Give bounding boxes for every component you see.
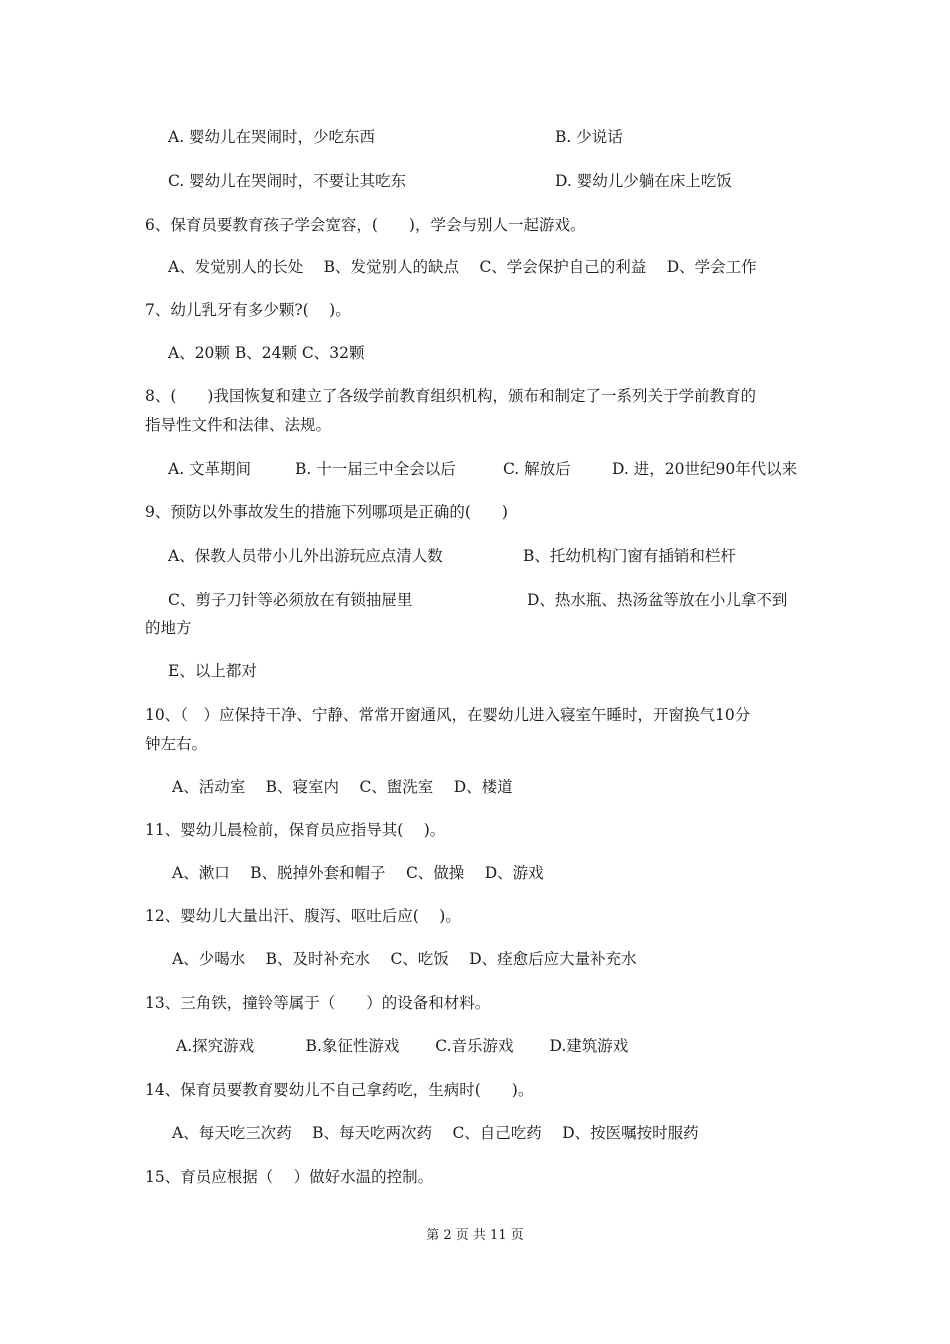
page-number-footer: 第 2 页 共 11 页 [426, 1228, 524, 1243]
q10-options: A、活动室 B、寝室内 C、盥洗室 D、楼道 [172, 778, 513, 796]
q9-option-a: A、保教人员带小儿外出游玩应点清人数 [168, 547, 443, 565]
q13-options: A.探究游戏 B.象征性游戏 C.音乐游戏 D.建筑游戏 [176, 1037, 629, 1055]
q11-stem: 11、婴幼儿晨检前，保育员应指导其( )。 [145, 821, 446, 839]
q5-option-a: A. 婴幼儿在哭闹时，少吃东西 [168, 128, 376, 146]
q5-option-b: B. 少说话 [555, 128, 623, 146]
q12-options: A、少喝水 B、及时补充水 C、吃饭 D、痊愈后应大量补充水 [172, 950, 637, 968]
q12-stem: 12、婴幼儿大量出汗、腹泻、呕吐后应( )。 [145, 907, 461, 925]
q8-stem-line-1: 8、( )我国恢复和建立了各级学前教育组织机构，颁布和制定了一系列关于学前教育的 [145, 387, 756, 405]
q13-stem: 13、三角铁，撞铃等属于（ ）的设备和材料。 [145, 994, 491, 1012]
q15-stem: 15、育员应根据（ ）做好水温的控制。 [145, 1168, 434, 1186]
q8-option-d: D. 进，20世纪90年代以来 [612, 460, 798, 478]
q6-options: A、发觉别人的长处 B、发觉别人的缺点 C、学会保护自己的利益 D、学会工作 [168, 258, 757, 276]
q9-option-e: E、以上都对 [168, 662, 257, 680]
q14-options: A、每天吃三次药 B、每天吃两次药 C、自己吃药 D、按医嘱按时服药 [172, 1124, 699, 1142]
q9-option-d: D、热水瓶、热汤盆等放在小儿拿不到 [527, 591, 788, 609]
q8-option-b: B. 十一届三中全会以后 [295, 460, 456, 478]
q11-options: A、漱口 B、脱掉外套和帽子 C、做操 D、游戏 [172, 864, 544, 882]
q10-stem-line-2: 钟左右。 [145, 735, 208, 753]
q9-stem: 9、预防以外事故发生的措施下列哪项是正确的( ) [145, 503, 508, 521]
q7-stem: 7、幼儿乳牙有多少颗?( )。 [145, 301, 351, 319]
q14-stem: 14、保育员要教育婴幼儿不自己拿药吃，生病时( )。 [145, 1081, 534, 1099]
q5-option-c: C. 婴幼儿在哭闹时，不要让其吃东 [168, 172, 407, 190]
q5-option-d: D. 婴幼儿少躺在床上吃饭 [555, 172, 732, 190]
q9-option-c: C、剪子刀针等必须放在有锁抽屉里 [168, 591, 413, 609]
q8-stem-line-2: 指导性文件和法律、法规。 [145, 416, 332, 434]
q9-option-b: B、托幼机构门窗有插销和栏杆 [523, 547, 736, 565]
q6-stem: 6、保育员要教育孩子学会宽容，( )，学会与别人一起游戏。 [145, 216, 586, 234]
q7-options: A、20颗 B、24颗 C、32颗 [168, 344, 365, 362]
q9-option-d-continued: 的地方 [145, 619, 192, 637]
q8-option-a: A. 文革期间 [168, 460, 252, 478]
q10-stem-line-1: 10、（ ）应保持干净、宁静、常常开窗通风，在婴幼儿进入寝室午睡时，开窗换气10分 [145, 706, 751, 724]
q8-option-c: C. 解放后 [503, 460, 571, 478]
